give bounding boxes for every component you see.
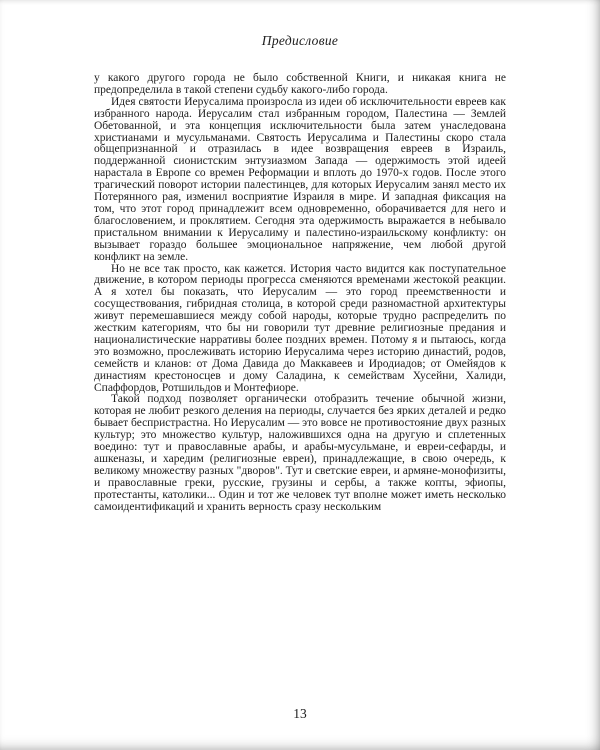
paragraph: у какого другого города не было собственной Книги, и никакая книга не предопределила в такой степени судьбу какого-либо города. — [94, 72, 506, 96]
paragraph: Такой подход позволяет органически отобразить течение обычной жизни, которая не любит резкого деления на периоды, случается без ярких деталей и редко бывает беспристрастна. Но Иерусалим — это вовсе не противостояние двух разных культур; это множество культур, наложившихся одна на другую и сплетенных воедино: тут и православные арабы, и арабы-мусульмане, и евреи-сефарды, и ашкеназы, и харедим (религиозные евреи), принадлежащие, в свою очередь, к великому множеству разных "дворов". Тут и светские евреи, и армяне-монофизиты, и православные греки, русские, грузины и сербы, а также копты, эфиопы, протестанты, католики... Один и тот же человек тут вполне может иметь несколько самоидентификаций и хранить верность сразу нескольким — [94, 393, 506, 513]
chapter-header: Предисловие — [261, 33, 339, 48]
paragraph: Но не все так просто, как кажется. История часто видится как поступательное движение, в котором периоды прогресса сменяются временами жестокой реакции. А я хотел бы показать, что Иерусалим — это город преемственности и сосуществования, гибридная столица, в которой среди разномастной архитектуры живут перемешавшиеся между собой народы, которые трудно распределить по жестким категориям, что бы ни говорили тут древние религиозные предания и националистические нарративы более поздних времен. Потому я и пытаюсь, когда это возможно, прослеживать историю Иерусалима через историю династий, родов, семейств и кланов: от Дома Давида до Маккавеев и Иродиадов; от Омейядов к династиям крестоносцев и дому Саладина, к семействам Хусейни, Халиди, Спаффордов, Ротшильдов и Монтефиоре. — [94, 262, 506, 394]
page-number: 13 — [293, 706, 307, 721]
page-body — [94, 73, 506, 514]
paragraph: Идея святости Иерусалима произросла из идеи об исключительности евреев как избранного народа. Иерусалим стал избранным городом, Палестина — Землей Обетованной, и эта концепция исключительности была затем унаследована христианами и мусульманами. Святость Иерусалима и Палестины скоро стала общепризнанной и отразилась в идее возвращения евреев в Израиль, поддержанной сионистским энтузиазмом Запада — одержимость этой идеей нарастала в Европе со времен Реформации и вплоть до 1970-х годов. После этого трагический поворот истории палестинцев, для которых Иерусалим занял место их Потерянного рая, изменил восприятие Израиля в мире. И западная фиксация на том, что этот город принадлежит всем одновременно, оборачивается для него и благословением, и проклятием. Сегодня эта одержимость выражается в небывало пристальном внимании к Иерусалиму и палестино-израильскому конфликту: он вызывает гораздо большее эмоциональное напряжение, чем любой другой конфликт на земле. — [94, 95, 506, 263]
